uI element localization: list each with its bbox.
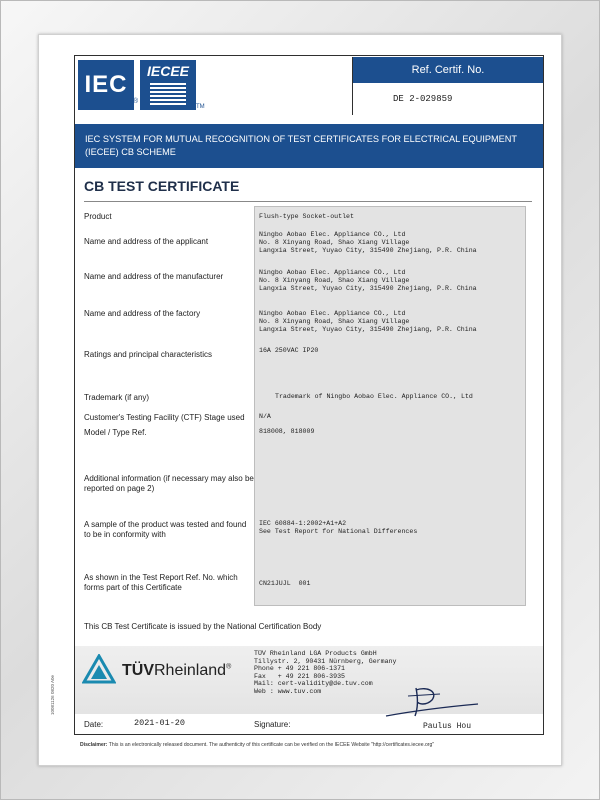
- ctf-label: Customer's Testing Facility (CTF) Stage used: [84, 413, 245, 422]
- disclaimer: [80, 742, 434, 748]
- date-value: 2021-01-20: [134, 718, 186, 728]
- manufacturer-value: Ningbo Aobao Elec. Appliance CO., Ltd No. 8 Xinyang Road, Shao Xiang Village Langxia Street, Yuyao City, 315490 Zhejiang, P.R. China: [259, 269, 477, 292]
- tuv-wordmark: [122, 662, 231, 680]
- product-label: Product: [84, 212, 112, 221]
- side-form-code: 10081126 0820 A0e: [50, 675, 55, 715]
- trademark-label: Trademark (if any): [84, 393, 150, 402]
- tuv-triangle-icon: [82, 654, 116, 684]
- scheme-banner: IEC SYSTEM FOR MUTUAL RECOGNITION OF TEST CERTIFICATES FOR ELECTRICAL EQUIPMENT (IECEE) CB SCHEME: [75, 124, 543, 168]
- manufacturer-label: Name and address of the manufacturer: [84, 272, 224, 281]
- ref-cert-number: DE 2-029859: [393, 94, 453, 104]
- report-value: CN21JUJL 001: [259, 580, 311, 587]
- ref-cert-label: Ref. Certif. No.: [353, 57, 543, 83]
- certifier-address: TÜV Rheinland LGA Products GmbH Tillystr. 2, 90431 Nürnberg, Germany Phone + 49 221 806-1371 Fax + 49 221 806-3935 Mail: cert-validity@de.tuv.com Web : www.tuv.com: [254, 650, 397, 695]
- applicant-label: Name and address of the applicant: [84, 237, 209, 246]
- tuv-wordmark-rest: Rheinland: [154, 662, 227, 679]
- date-label: Date:: [84, 720, 104, 729]
- issued-by-statement: This CB Test Certificate is issued by the National Certification Body: [84, 622, 322, 631]
- registered-mark: ®: [133, 98, 139, 105]
- model-value: 818008, 818009: [259, 428, 315, 435]
- factory-label: Name and address of the factory: [84, 309, 201, 318]
- disclaimer-label: Disclaimer:: [80, 742, 108, 748]
- factory-value: Ningbo Aobao Elec. Appliance CO., Ltd No. 8 Xinyang Road, Shao Xiang Village Langxia Street, Yuyao City, 315490 Zhejiang, P.R. China: [259, 310, 477, 333]
- iec-logo: IEC: [78, 60, 134, 110]
- conformity-label: A sample of the product was tested and found to be in conformity with: [84, 520, 247, 539]
- report-label: As shown in the Test Report Ref. No. which forms part of this Certificate: [84, 573, 238, 592]
- tuv-wordmark-bold: TÜV: [122, 662, 154, 679]
- ratings-value: 16A 250VAC IP20: [259, 347, 319, 354]
- product-value: Flush-type Socket-outlet: [259, 213, 354, 220]
- additional-info-label: Additional information (if necessary may also be reported on page 2): [84, 474, 254, 493]
- ratings-label: Ratings and principal characteristics: [84, 350, 213, 359]
- conformity-value: IEC 60884-1:2002+A1+A2 See Test Report for National Differences: [259, 520, 418, 535]
- signature-label: Signature:: [254, 720, 291, 729]
- ctf-value: N/A: [259, 413, 271, 420]
- signatory-name: Paulus Hou: [423, 722, 472, 731]
- model-label: Model / Type Ref.: [84, 428, 147, 437]
- iecee-stripes-icon: [150, 83, 186, 105]
- trademark-value: Trademark of Ningbo Aobao Elec. Appliance CO., Ltd: [275, 393, 473, 400]
- applicant-value: Ningbo Aobao Elec. Appliance CO., Ltd No. 8 Xinyang Road, Shao Xiang Village Langxia Street, Yuyao City, 315490 Zhejiang, P.R. China: [259, 231, 477, 254]
- trademark-mark: TM: [196, 104, 205, 110]
- disclaimer-text: This is an electronically released document. The authenticity of this certificate can be verified on the IECEE Website "http://certificates.iecee.org": [108, 742, 435, 748]
- title-divider: [84, 201, 532, 202]
- value-panel: [254, 206, 526, 606]
- tuv-registered-mark: ®: [226, 663, 232, 671]
- page-title: CB TEST CERTIFICATE: [84, 178, 240, 194]
- iecee-logo: IECEE: [140, 60, 196, 110]
- signature-icon: [378, 682, 488, 722]
